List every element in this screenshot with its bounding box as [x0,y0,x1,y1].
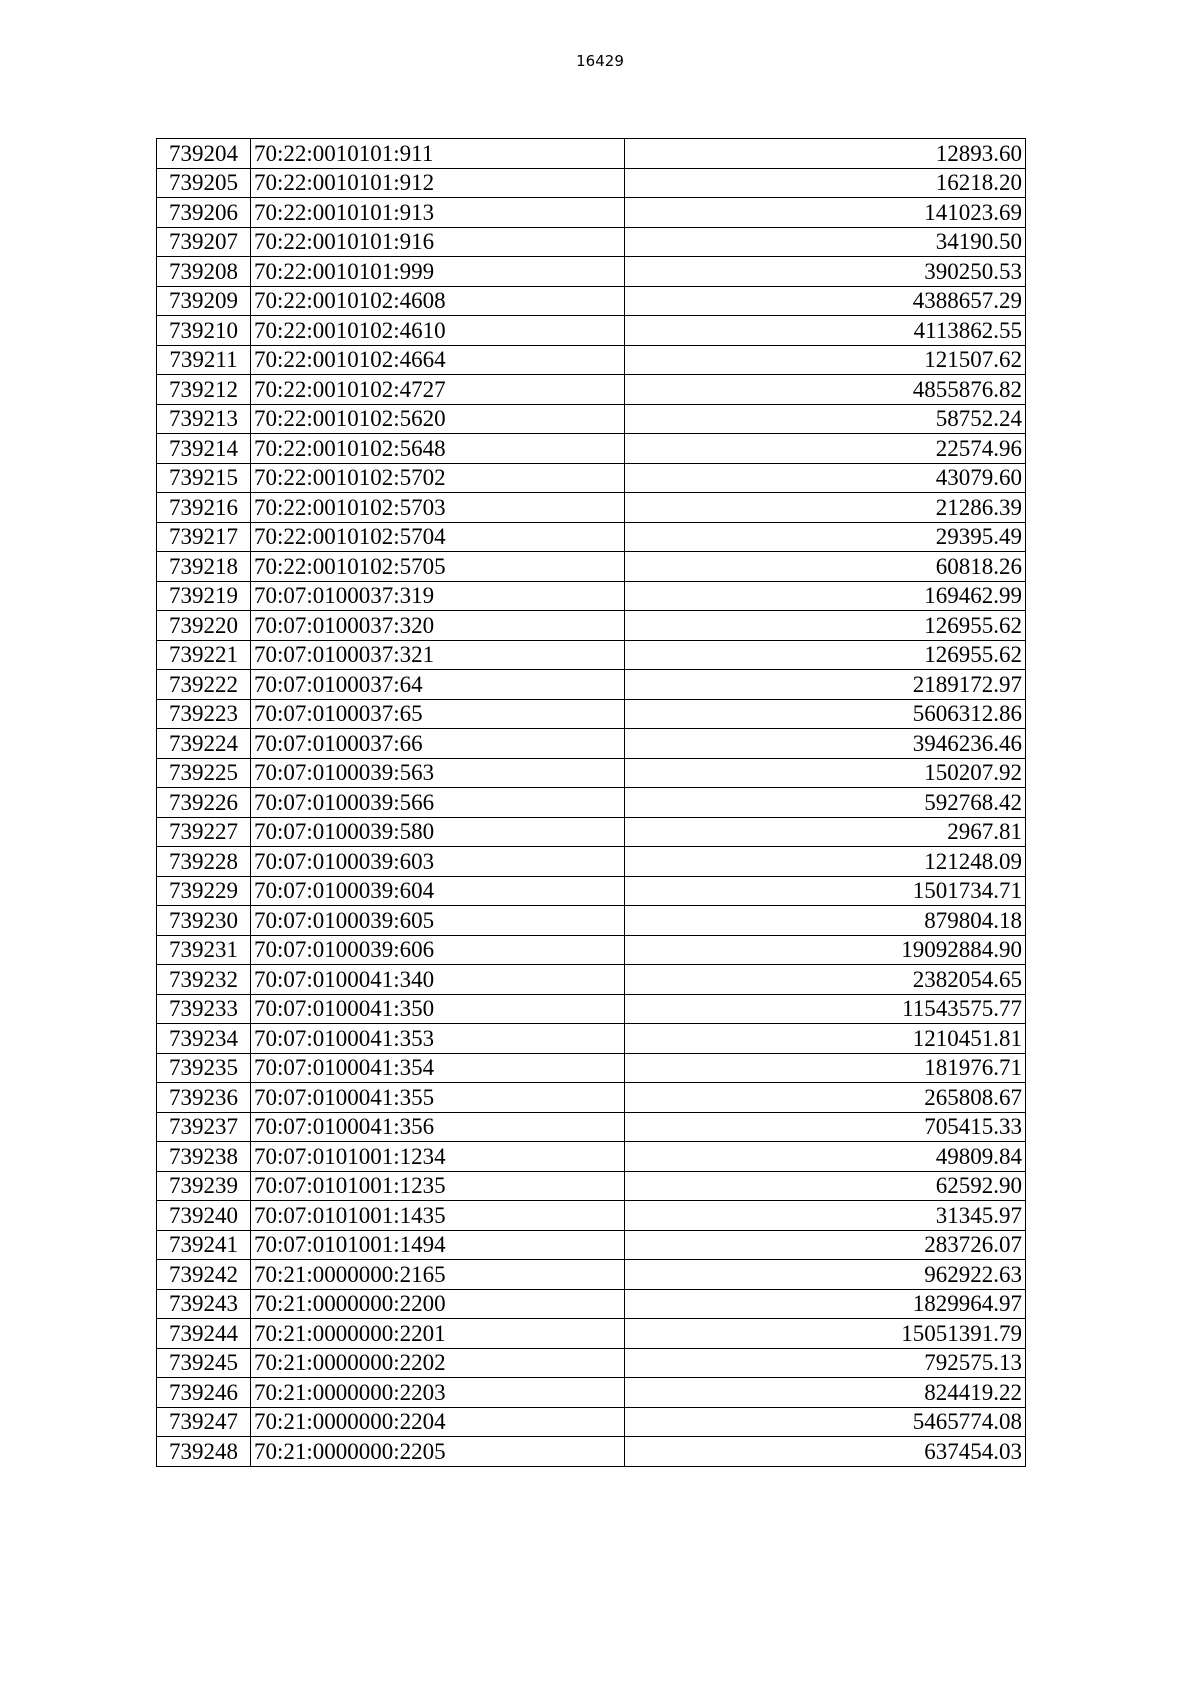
row-number-cell: 739227 [157,817,251,847]
cadastral-number-cell: 70:22:0010101:912 [251,168,625,198]
row-number-cell: 739240 [157,1201,251,1231]
row-number-cell: 739224 [157,729,251,759]
table-body [157,139,1026,1467]
table-row [157,758,1026,788]
table-row [157,817,1026,847]
cadastral-number-cell: 70:22:0010102:5703 [251,493,625,523]
cadastral-number-cell: 70:22:0010101:913 [251,198,625,228]
cadastral-value-cell: 19092884.90 [625,935,1026,965]
table-row [157,994,1026,1024]
table-row [157,463,1026,493]
table-row [157,375,1026,405]
row-number-cell: 739233 [157,994,251,1024]
cadastral-value-cell: 11543575.77 [625,994,1026,1024]
row-number-cell: 739223 [157,699,251,729]
table-row [157,1024,1026,1054]
table-row [157,1053,1026,1083]
cadastral-value-cell: 60818.26 [625,552,1026,582]
row-number-cell: 739234 [157,1024,251,1054]
cadastral-number-cell: 70:07:0101001:1435 [251,1201,625,1231]
table-row [157,729,1026,759]
table-row [157,227,1026,257]
cadastral-value-cell: 879804.18 [625,906,1026,936]
cadastral-number-cell: 70:22:0010102:4727 [251,375,625,405]
table-row [157,1437,1026,1467]
cadastral-number-cell: 70:07:0100037:319 [251,581,625,611]
cadastral-number-cell: 70:07:0100039:563 [251,758,625,788]
cadastral-value-cell: 62592.90 [625,1171,1026,1201]
cadastral-value-cell: 15051391.79 [625,1319,1026,1349]
cadastral-value-cell: 283726.07 [625,1230,1026,1260]
row-number-cell: 739211 [157,345,251,375]
cadastral-number-cell: 70:22:0010102:5704 [251,522,625,552]
cadastral-value-cell: 2189172.97 [625,670,1026,700]
table-row [157,1319,1026,1349]
cadastral-number-cell: 70:21:0000000:2200 [251,1289,625,1319]
cadastral-number-cell: 70:07:0100037:320 [251,611,625,641]
row-number-cell: 739219 [157,581,251,611]
row-number-cell: 739207 [157,227,251,257]
row-number-cell: 739222 [157,670,251,700]
cadastral-number-cell: 70:22:0010101:916 [251,227,625,257]
cadastral-value-cell: 12893.60 [625,139,1026,169]
row-number-cell: 739238 [157,1142,251,1172]
cadastral-number-cell: 70:07:0101001:1234 [251,1142,625,1172]
row-number-cell: 739218 [157,552,251,582]
cadastral-value-cell: 705415.33 [625,1112,1026,1142]
cadastral-value-cell: 265808.67 [625,1083,1026,1113]
cadastral-number-cell: 70:07:0101001:1235 [251,1171,625,1201]
cadastral-value-cell: 637454.03 [625,1437,1026,1467]
cadastral-value-cell: 2382054.65 [625,965,1026,995]
table-row [157,1348,1026,1378]
cadastral-number-cell: 70:07:0100039:606 [251,935,625,965]
table-row [157,434,1026,464]
cadastral-number-cell: 70:22:0010102:4608 [251,286,625,316]
cadastral-value-cell: 16218.20 [625,168,1026,198]
cadastral-number-cell: 70:07:0100037:64 [251,670,625,700]
cadastral-number-cell: 70:21:0000000:2201 [251,1319,625,1349]
table-row [157,670,1026,700]
cadastral-value-cell: 2967.81 [625,817,1026,847]
cadastral-number-cell: 70:07:0100041:340 [251,965,625,995]
cadastral-value-cell: 31345.97 [625,1201,1026,1231]
cadastral-number-cell: 70:07:0100041:353 [251,1024,625,1054]
row-number-cell: 739206 [157,198,251,228]
row-number-cell: 739212 [157,375,251,405]
row-number-cell: 739225 [157,758,251,788]
cadastral-value-table [156,138,1026,1467]
cadastral-value-cell: 3946236.46 [625,729,1026,759]
cadastral-number-cell: 70:21:0000000:2165 [251,1260,625,1290]
row-number-cell: 739226 [157,788,251,818]
table-row [157,611,1026,641]
table-row [157,1201,1026,1231]
cadastral-number-cell: 70:07:0100041:354 [251,1053,625,1083]
table-row [157,906,1026,936]
cadastral-number-cell: 70:21:0000000:2203 [251,1378,625,1408]
cadastral-value-cell: 5465774.08 [625,1407,1026,1437]
cadastral-number-cell: 70:21:0000000:2205 [251,1437,625,1467]
cadastral-value-cell: 1829964.97 [625,1289,1026,1319]
row-number-cell: 739232 [157,965,251,995]
cadastral-value-cell: 962922.63 [625,1260,1026,1290]
table-row [157,345,1026,375]
cadastral-value-cell: 126955.62 [625,640,1026,670]
row-number-cell: 739229 [157,876,251,906]
cadastral-number-cell: 70:22:0010102:5702 [251,463,625,493]
row-number-cell: 739246 [157,1378,251,1408]
cadastral-value-cell: 4388657.29 [625,286,1026,316]
cadastral-number-cell: 70:22:0010101:911 [251,139,625,169]
cadastral-number-cell: 70:22:0010101:999 [251,257,625,287]
cadastral-value-cell: 22574.96 [625,434,1026,464]
cadastral-number-cell: 70:07:0100037:321 [251,640,625,670]
cadastral-number-cell: 70:07:0101001:1494 [251,1230,625,1260]
row-number-cell: 739213 [157,404,251,434]
row-number-cell: 739247 [157,1407,251,1437]
row-number-cell: 739216 [157,493,251,523]
table-row [157,640,1026,670]
table-row [157,286,1026,316]
cadastral-number-cell: 70:21:0000000:2202 [251,1348,625,1378]
row-number-cell: 739221 [157,640,251,670]
cadastral-number-cell: 70:07:0100037:66 [251,729,625,759]
cadastral-number-cell: 70:22:0010102:5648 [251,434,625,464]
cadastral-value-cell: 121507.62 [625,345,1026,375]
cadastral-value-cell: 121248.09 [625,847,1026,877]
row-number-cell: 739231 [157,935,251,965]
row-number-cell: 739228 [157,847,251,877]
cadastral-number-cell: 70:07:0100039:605 [251,906,625,936]
cadastral-value-cell: 390250.53 [625,257,1026,287]
table-row [157,788,1026,818]
cadastral-value-cell: 169462.99 [625,581,1026,611]
row-number-cell: 739220 [157,611,251,641]
row-number-cell: 739242 [157,1260,251,1290]
table-row [157,1142,1026,1172]
cadastral-number-cell: 70:07:0100039:604 [251,876,625,906]
cadastral-value-cell: 141023.69 [625,198,1026,228]
table-row [157,876,1026,906]
cadastral-value-cell: 1210451.81 [625,1024,1026,1054]
cadastral-value-cell: 824419.22 [625,1378,1026,1408]
table-row [157,935,1026,965]
row-number-cell: 739244 [157,1319,251,1349]
table-row [157,1230,1026,1260]
cadastral-value-cell: 792575.13 [625,1348,1026,1378]
table-row [157,168,1026,198]
table-row [157,1260,1026,1290]
cadastral-value-cell: 1501734.71 [625,876,1026,906]
cadastral-value-cell: 592768.42 [625,788,1026,818]
table-row [157,552,1026,582]
cadastral-number-cell: 70:07:0100041:350 [251,994,625,1024]
cadastral-value-cell: 43079.60 [625,463,1026,493]
row-number-cell: 739208 [157,257,251,287]
cadastral-value-cell: 181976.71 [625,1053,1026,1083]
cadastral-number-cell: 70:07:0100041:355 [251,1083,625,1113]
row-number-cell: 739217 [157,522,251,552]
cadastral-number-cell: 70:22:0010102:5620 [251,404,625,434]
cadastral-number-cell: 70:07:0100041:356 [251,1112,625,1142]
row-number-cell: 739204 [157,139,251,169]
table-row [157,1171,1026,1201]
cadastral-value-cell: 4855876.82 [625,375,1026,405]
row-number-cell: 739215 [157,463,251,493]
row-number-cell: 739230 [157,906,251,936]
table-row [157,1112,1026,1142]
table-row [157,1378,1026,1408]
table-row [157,404,1026,434]
cadastral-number-cell: 70:07:0100037:65 [251,699,625,729]
cadastral-number-cell: 70:22:0010102:4664 [251,345,625,375]
table-row [157,257,1026,287]
table-row [157,1407,1026,1437]
table-row [157,493,1026,523]
table-row [157,965,1026,995]
row-number-cell: 739235 [157,1053,251,1083]
cadastral-value-cell: 58752.24 [625,404,1026,434]
cadastral-value-cell: 34190.50 [625,227,1026,257]
row-number-cell: 739214 [157,434,251,464]
cadastral-number-cell: 70:07:0100039:603 [251,847,625,877]
table-row [157,847,1026,877]
table-row [157,1289,1026,1319]
cadastral-value-cell: 49809.84 [625,1142,1026,1172]
table-row [157,316,1026,346]
cadastral-value-cell: 21286.39 [625,493,1026,523]
cadastral-number-cell: 70:07:0100039:566 [251,788,625,818]
row-number-cell: 739205 [157,168,251,198]
row-number-cell: 739209 [157,286,251,316]
cadastral-value-cell: 4113862.55 [625,316,1026,346]
table-row [157,198,1026,228]
cadastral-value-cell: 29395.49 [625,522,1026,552]
cadastral-number-cell: 70:07:0100039:580 [251,817,625,847]
cadastral-value-cell: 5606312.86 [625,699,1026,729]
row-number-cell: 739248 [157,1437,251,1467]
row-number-cell: 739236 [157,1083,251,1113]
table-row [157,581,1026,611]
table-row [157,1083,1026,1113]
row-number-cell: 739241 [157,1230,251,1260]
cadastral-value-cell: 150207.92 [625,758,1026,788]
row-number-cell: 739210 [157,316,251,346]
row-number-cell: 739237 [157,1112,251,1142]
cadastral-number-cell: 70:22:0010102:4610 [251,316,625,346]
row-number-cell: 739245 [157,1348,251,1378]
table-row [157,699,1026,729]
row-number-cell: 739243 [157,1289,251,1319]
cadastral-number-cell: 70:21:0000000:2204 [251,1407,625,1437]
cadastral-number-cell: 70:22:0010102:5705 [251,552,625,582]
row-number-cell: 739239 [157,1171,251,1201]
cadastral-value-cell: 126955.62 [625,611,1026,641]
page-number: 16429 [576,52,624,70]
table-row [157,139,1026,169]
table-row [157,522,1026,552]
